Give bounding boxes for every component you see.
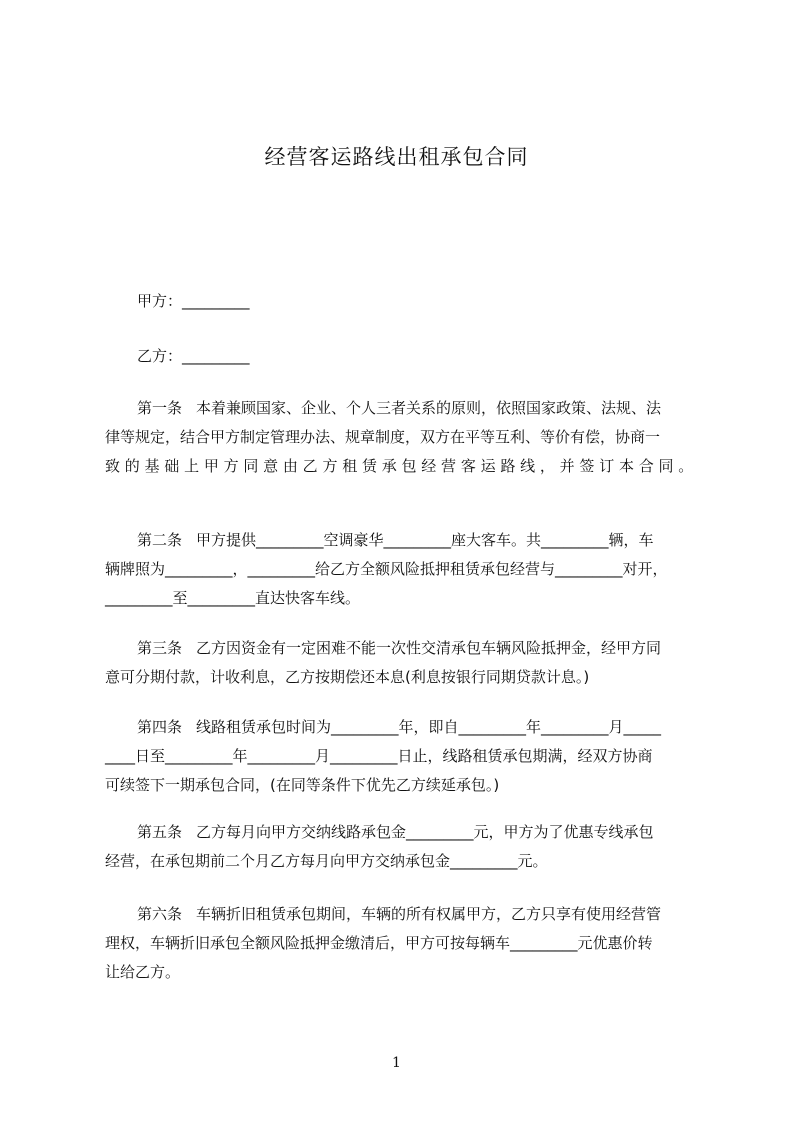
party-a-line: 甲方：_________ [137,292,250,310]
article-4-line-2: ____日至_________年_________月_________日止，线路租赁承包期满，经双方协商 [105,747,653,765]
article-6-label: 第六条 [137,905,183,923]
article-3 [105,634,700,692]
article-1-line-2: 律等规定，结合甲方制定管理办法、规章制度，双方在平等互利、等价有偿，协商一 [105,428,661,446]
article-6-line-2: 理权，车辆折旧承包全额风险抵押金缴清后，甲方可按每辆车_________元优惠价转 [105,934,653,952]
article-6-line-1: 第六条 车辆折旧租赁承包期间，车辆的所有权属甲方，乙方只享有使用经营管 [137,905,662,923]
article-6-line-3: 让给乙方。 [105,963,181,981]
article-1 [105,394,700,481]
article-4-line-1: 第四条 线路租赁承包时间为_________年，即自_________年_________月_____ [137,718,662,736]
article-2-line-2: 辆牌照为_________，_________给乙方全额风险抵押租赁承包经营与_________对开， [105,560,668,578]
party-b-line: 乙方：_________ [137,347,250,365]
article-4 [105,713,700,800]
article-5 [105,818,700,876]
article-2-line-1: 第二条 甲方提供_________空调豪华_________座大客车。共_________辆，车 [137,531,654,549]
article-1-label: 第一条 [137,399,183,417]
article-3-label: 第三条 [137,639,183,657]
page-number: 1 [392,1055,401,1071]
article-3-line-1: 第三条 乙方因资金有一定困难不能一次性交清承包车辆风险抵押金，经甲方同 [137,639,662,657]
article-5-line-1: 第五条 乙方每月向甲方交纳线路承包金_________元，甲方为了优惠专线承包 [137,823,654,841]
document-title: 经营客运路线出租承包合同 [264,145,529,169]
article-1-line-1: 第一条 本着兼顾国家、企业、个人三者关系的原则，依照国家政策、法规、法 [137,399,662,417]
article-2 [105,526,700,613]
article-4-line-3: 可续签下一期承包合同，(在同等条件下优先乙方续延承包。) [105,776,500,794]
article-2-line-3: _________至_________直达快客车线。 [105,589,361,607]
article-6 [105,900,700,987]
article-4-label: 第四条 [137,718,183,736]
article-2-label: 第二条 [137,531,183,549]
article-1-line-3: 致 的 基 础 上 甲 方 同 意 由 乙 方 租 赁 承 包 经 营 客 运 路 线 ， 并 签 订 本 合 同 。 [105,457,694,475]
article-5-label: 第五条 [137,823,183,841]
article-3-line-2: 意可分期付款，计收利息，乙方按期偿还本息(利息按银行同期贷款计息。) [105,668,590,686]
article-5-line-2: 经营，在承包期前二个月乙方每月向甲方交纳承包金_________元。 [105,852,548,870]
